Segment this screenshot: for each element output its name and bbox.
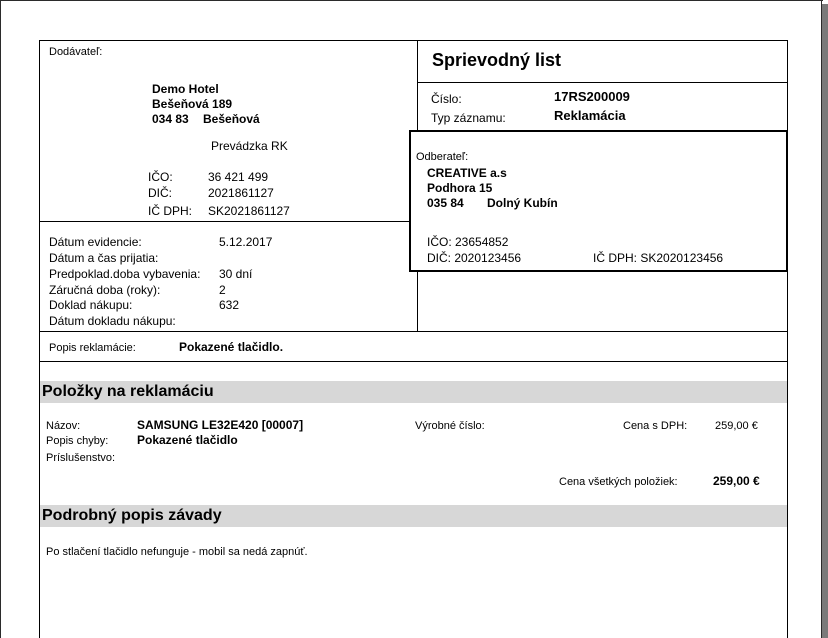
detail-text: Po stlačení tlačidlo nefunguje - mobil sa nedá zapnúť. [46, 546, 308, 558]
evidence-date-label: Dátum evidencie: [49, 235, 142, 249]
record-number-label: Číslo: [431, 92, 462, 106]
item-name: SAMSUNG LE32E420 [00007] [137, 418, 304, 432]
expected-value: 30 dní [219, 267, 253, 281]
items-total-label: Cena všetkých položiek: [559, 476, 678, 488]
customer-ico: IČO: 23654852 [427, 235, 509, 249]
customer-zip: 035 84 [427, 196, 464, 210]
customer-city: Dolný Kubín [487, 196, 558, 210]
record-type: Reklamácia [554, 108, 626, 123]
divider-dates-bottom [40, 331, 787, 332]
warranty-label: Záručná doba (roky): [49, 283, 161, 297]
supplier-ico-label: IČO: [148, 170, 173, 184]
divider-complaint-bottom [40, 361, 787, 362]
divider-supplier-bottom [40, 221, 418, 222]
item-name-label: Názov: [46, 420, 81, 432]
divider-title-bottom [417, 82, 787, 83]
supplier-branch: Prevádzka RK [211, 139, 288, 153]
complaint-value: Pokazené tlačidlo. [179, 340, 284, 354]
supplier-zip: 034 83 [152, 112, 189, 126]
evidence-date: 5.12.2017 [219, 235, 273, 249]
supplier-icdph: SK2021861127 [208, 204, 290, 218]
customer-icdph: IČ DPH: SK2020123456 [593, 251, 724, 265]
supplier-name: Demo Hotel [152, 82, 219, 96]
supplier-ico: 36 421 499 [208, 170, 269, 184]
purchase-doc-label: Doklad nákupu: [49, 298, 133, 312]
customer-label: Odberateľ: [416, 151, 469, 163]
record-number: 17RS200009 [554, 89, 630, 104]
item-defect: Pokazené tlačidlo [137, 433, 238, 447]
purchase-date-label: Dátum dokladu nákupu: [49, 314, 176, 328]
item-price-label: Cena s DPH: [623, 420, 688, 432]
frame-right-line [821, 0, 822, 638]
item-price: 259,00 € [715, 420, 758, 432]
item-accessories-label: Príslušenstvo: [46, 452, 116, 464]
record-type-label: Typ záznamu: [431, 111, 506, 125]
customer-dic: DIČ: 2020123456 [427, 251, 522, 265]
supplier-dic-label: DIČ: [148, 186, 172, 200]
supplier-icdph-label: IČ DPH: [148, 204, 193, 218]
expected-label: Predpoklad.doba vybavenia: [49, 267, 201, 281]
items-section-title: Položky na reklamáciu [42, 383, 214, 400]
purchase-doc-value: 632 [219, 298, 240, 312]
complaint-label: Popis reklamácie: [49, 342, 136, 354]
detail-section-title: Podrobný popis závady [42, 507, 222, 524]
frame-left-line [0, 0, 1, 638]
items-total: 259,00 € [713, 474, 760, 488]
frame-shadow [822, 4, 828, 638]
supplier-city: Bešeňová [203, 112, 260, 126]
customer-name: CREATIVE a.s [427, 166, 507, 180]
item-serial-label: Výrobné číslo: [415, 420, 485, 432]
item-defect-label: Popis chyby: [46, 435, 109, 447]
supplier-label: Dodávateľ: [49, 46, 103, 58]
frame-top-line [0, 0, 823, 1]
customer-street: Podhora 15 [427, 181, 493, 195]
received-label: Dátum a čas prijatia: [49, 251, 159, 265]
supplier-dic: 2021861127 [208, 186, 274, 200]
warranty-value: 2 [219, 283, 226, 297]
document-title: Sprievodný list [432, 50, 562, 70]
supplier-street: Bešeňová 189 [152, 97, 233, 111]
